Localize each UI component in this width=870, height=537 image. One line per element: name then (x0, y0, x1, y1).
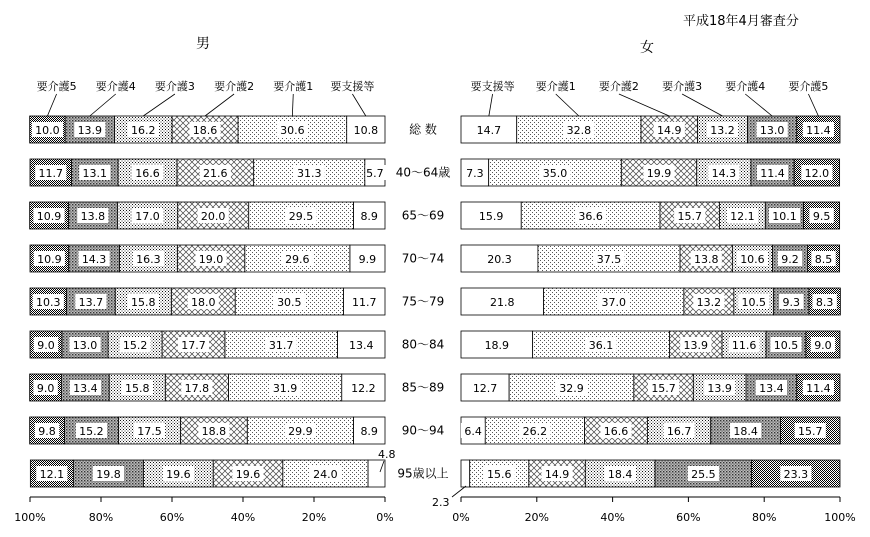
value-label: 15.8 (124, 382, 150, 395)
value-label: 14.9 (657, 124, 682, 137)
value-label: 20.3 (487, 253, 512, 266)
value-label: 12.2 (351, 382, 376, 395)
value-label: 37.5 (596, 253, 622, 266)
outside-label-male-95: 4.8 (378, 448, 396, 461)
value-label: 15.8 (130, 296, 156, 309)
value-label: 13.0 (72, 339, 98, 352)
value-label: 31.7 (268, 339, 294, 352)
value-label: 9.0 (814, 339, 832, 352)
value-label: 18.4 (733, 425, 758, 438)
value-label: 30.6 (280, 124, 305, 137)
value-label: 10.3 (36, 296, 61, 309)
value-label: 17.0 (135, 210, 160, 223)
value-label: 9.8 (38, 425, 56, 438)
value-label: 16.6 (603, 425, 629, 438)
value-label: 15.2 (122, 339, 148, 352)
legend-label-support: 要支援等 (470, 80, 515, 93)
value-label: 8.5 (814, 253, 833, 266)
legend-leader-line (808, 94, 818, 116)
legend-label-care2: 要介護2 (214, 80, 255, 93)
value-label: 15.7 (677, 210, 702, 223)
value-label: 10.1 (772, 210, 797, 223)
value-label: 29.5 (288, 210, 314, 223)
value-label: 7.3 (466, 167, 484, 180)
x-tick-label: 80% (88, 511, 114, 524)
value-label: 18.9 (484, 339, 510, 352)
value-label: 13.4 (73, 382, 98, 395)
value-label: 13.1 (82, 167, 108, 180)
value-label: 13.4 (759, 382, 784, 395)
legend-leader-line (619, 94, 669, 116)
value-label: 19.6 (235, 468, 261, 481)
legend-label-care4: 要介護4 (725, 80, 766, 93)
value-label: 13.2 (696, 296, 722, 309)
value-label: 35.0 (542, 167, 568, 180)
legend-label-care5: 要介護5 (788, 80, 829, 93)
value-label: 30.5 (277, 296, 302, 309)
value-label: 29.6 (285, 253, 310, 266)
value-label: 18.6 (192, 124, 218, 137)
value-label: 10.6 (740, 253, 765, 266)
legend-leader-line (292, 94, 293, 116)
outside-leader-line (452, 486, 466, 497)
value-label: 13.9 (707, 382, 732, 395)
value-label: 10.9 (36, 210, 62, 223)
value-label: 8.9 (360, 210, 378, 223)
female-bar-support (461, 460, 470, 487)
value-label: 23.3 (783, 468, 809, 481)
legend-label-support: 要支援等 (330, 80, 375, 93)
value-label: 20.0 (200, 210, 226, 223)
value-label: 16.2 (130, 124, 156, 137)
value-label: 11.6 (731, 339, 757, 352)
value-label: 9.0 (37, 339, 55, 352)
value-label: 15.7 (797, 425, 823, 438)
value-label: 15.7 (651, 382, 676, 395)
value-label: 21.8 (490, 296, 515, 309)
value-label: 11.7 (351, 296, 377, 309)
value-label: 18.4 (607, 468, 633, 481)
category-label: 65～69 (401, 208, 445, 223)
value-label: 6.4 (464, 425, 482, 438)
legend-label-care3: 要介護3 (154, 80, 195, 93)
category-label: 40～64歳 (395, 165, 451, 180)
value-label: 19.0 (198, 253, 224, 266)
value-label: 18.8 (201, 425, 227, 438)
value-label: 24.0 (313, 468, 338, 481)
legend-leader-line (745, 94, 772, 116)
value-label: 13.9 (683, 339, 709, 352)
value-label: 15.6 (487, 468, 512, 481)
male-title: 男 (196, 36, 210, 52)
legend-leader-line (556, 94, 579, 116)
value-label: 26.2 (522, 425, 548, 438)
category-label: 70～74 (401, 251, 445, 266)
x-tick-label: 0% (452, 511, 470, 524)
legend-leader-line (205, 94, 234, 116)
value-label: 16.6 (135, 167, 160, 180)
value-label: 12.1 (730, 210, 755, 223)
legend-label-care4: 要介護4 (95, 80, 136, 93)
legend-label-care3: 要介護3 (662, 80, 703, 93)
category-label: 75～79 (401, 294, 445, 309)
value-label: 12.7 (472, 382, 498, 395)
value-label: 10.0 (35, 124, 60, 137)
value-label: 10.5 (773, 339, 799, 352)
value-label: 31.3 (296, 167, 322, 180)
category-label: 80～84 (401, 337, 445, 352)
value-label: 9.5 (812, 210, 831, 223)
x-tick-label: 80% (751, 511, 777, 524)
value-label: 36.1 (588, 339, 614, 352)
category-label: 85～89 (401, 380, 445, 395)
value-label: 12.1 (39, 468, 65, 481)
value-label: 10.8 (353, 124, 379, 137)
value-label: 19.9 (646, 167, 672, 180)
value-label: 13.8 (80, 210, 106, 223)
legend-label-care5: 要介護5 (36, 80, 77, 93)
value-label: 8.3 (815, 296, 834, 309)
value-label: 21.6 (203, 167, 228, 180)
value-label: 31.9 (272, 382, 298, 395)
value-label: 25.5 (691, 468, 716, 481)
outside-label-female-95: 2.3 (432, 496, 450, 509)
x-tick-label: 40% (230, 511, 256, 524)
value-label: 14.7 (476, 124, 502, 137)
value-label: 19.6 (166, 468, 191, 481)
legend-leader-line (682, 94, 722, 116)
value-label: 9.3 (782, 296, 801, 309)
value-label: 11.4 (806, 124, 831, 137)
value-label: 9.9 (358, 253, 377, 266)
category-label: 総 数 (409, 122, 437, 137)
value-label: 37.0 (601, 296, 626, 309)
value-label: 15.2 (79, 425, 104, 438)
value-label: 11.7 (38, 167, 64, 180)
legend-leader-line (352, 94, 365, 116)
x-tick-label: 60% (159, 511, 185, 524)
value-label: 14.3 (711, 167, 737, 180)
value-label: 32.9 (559, 382, 584, 395)
value-label: 9.2 (781, 253, 799, 266)
value-label: 36.6 (578, 210, 603, 223)
value-label: 14.3 (81, 253, 107, 266)
value-label: 32.8 (566, 124, 592, 137)
value-label: 17.8 (184, 382, 210, 395)
category-label: 95歳以上 (397, 466, 449, 481)
x-tick-label: 20% (524, 511, 550, 524)
legend-label-care2: 要介護2 (598, 80, 639, 93)
male-bar-support (368, 460, 385, 487)
x-tick-label: 60% (676, 511, 701, 524)
value-label: 13.0 (759, 124, 785, 137)
legend-leader-line (143, 94, 175, 116)
value-label: 8.9 (360, 425, 378, 438)
value-label: 14.9 (544, 468, 570, 481)
chart-subtitle: 平成18年4月審査分 (683, 14, 799, 29)
value-label: 13.4 (348, 339, 374, 352)
value-label: 13.7 (78, 296, 104, 309)
x-tick-label: 20% (301, 511, 327, 524)
value-label: 10.5 (741, 296, 767, 309)
value-label: 17.7 (181, 339, 206, 352)
value-label: 9.0 (36, 382, 55, 395)
value-label: 13.8 (693, 253, 719, 266)
legend-label-care1: 要介護1 (273, 80, 314, 93)
legend-leader-line (47, 94, 56, 116)
value-label: 10.9 (37, 253, 62, 266)
value-label: 17.5 (137, 425, 162, 438)
value-label: 5.7 (366, 167, 384, 180)
x-tick-label: 100% (824, 511, 856, 524)
value-label: 12.0 (804, 167, 830, 180)
value-label: 29.9 (288, 425, 313, 438)
value-label: 13.9 (77, 124, 103, 137)
x-tick-label: 100% (14, 511, 46, 524)
legend-leader-line (489, 94, 493, 116)
value-label: 11.4 (806, 382, 831, 395)
category-label: 90～94 (401, 423, 445, 438)
female-title: 女 (640, 40, 654, 56)
value-label: 16.7 (666, 425, 692, 438)
x-tick-label: 0% (376, 511, 394, 524)
value-label: 15.9 (478, 210, 504, 223)
x-tick-label: 40% (600, 511, 625, 524)
legend-label-care1: 要介護1 (535, 80, 576, 93)
value-label: 16.3 (136, 253, 161, 266)
value-label: 19.8 (96, 468, 121, 481)
legend-leader-line (90, 94, 116, 116)
value-label: 18.0 (190, 296, 216, 309)
value-label: 13.2 (710, 124, 735, 137)
value-label: 11.4 (760, 167, 785, 180)
